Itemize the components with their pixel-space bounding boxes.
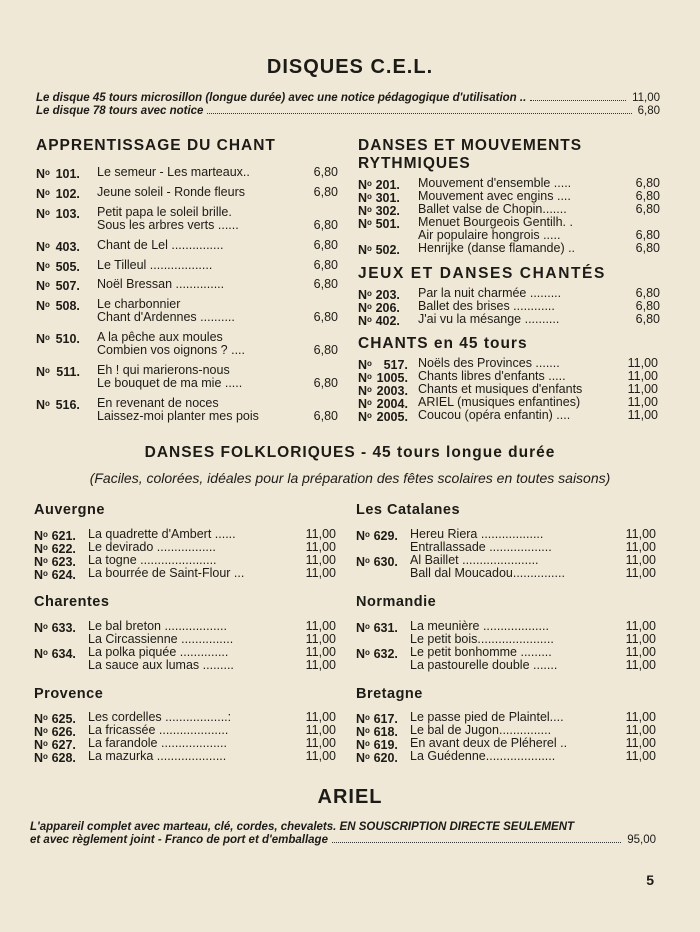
catalog-price: 6,80 [313,310,338,324]
catalog-price: 11,00 [625,527,656,541]
catalog-title: La quadrette d'Ambert ...... [88,527,236,541]
catalog-title: Le bal de Jugon............... [410,723,552,737]
catalog-entry [36,364,338,390]
catalog-price: 11,00 [625,658,656,672]
catalog-price: 11,00 [625,736,656,750]
disques-line-price: 11,00 [632,92,660,104]
catalog-title: Menuet Bourgeois Gentilh. . Air populaire hongrois ..... [418,215,573,242]
catalog-entry [36,166,338,179]
catalog-number: $N^o630$. [356,555,398,569]
catalog-number: $N^o402$. [358,314,400,328]
catalog-price: 11,00 [627,408,658,422]
disques-line-text: Le disque 45 tours microsillon (longue durée) avec une notice pédagogique d'utilisation .. [36,92,527,104]
catalog-entry [358,242,660,255]
catalog-price: 11,00 [625,710,656,724]
catalog-entry [36,331,338,357]
catalog-title: La togne ...................... [88,553,217,567]
catalog-price: 11,00 [305,723,336,737]
catalog-title: Coucou (opéra enfantin) .... [418,408,571,422]
catalog-price: 11,00 [305,658,336,672]
catalog-title: La farandole ................... [88,736,227,750]
catalog-entry [356,567,656,580]
region-title: Charentes [34,594,110,610]
catalog-title: En avant deux de Pléherel .. [410,736,568,750]
catalog-price: 6,80 [313,238,338,252]
catalog-number: $N^o633$. [34,621,76,635]
catalog-number: $N^o629$. [356,529,398,543]
catalog-price: 11,00 [305,632,336,646]
catalog-title: Le petit bois...................... [410,632,554,646]
catalog-price: 6,80 [635,228,660,242]
catalog-title: Chants libres d'enfants ..... [418,369,566,383]
catalog-title: La sauce aux lumas ......... [88,658,234,672]
catalog-entry [356,750,656,763]
catalog-number: $N^o103$. [36,207,80,221]
catalog-entry [34,567,336,580]
catalog-title: Ball dal Moucadou............... [410,566,565,580]
catalog-number: $N^o302$. [358,204,400,218]
catalog-number: $N^o623$. [34,555,76,569]
catalog-price: 11,00 [625,619,656,633]
catalog-price: 6,80 [313,258,338,272]
catalog-title: Entrallassade .................. [410,540,552,554]
catalog-title: La fricassée .................... [88,723,229,737]
catalog-title: Noël Bressan .............. [97,277,225,291]
catalog-entry [36,298,338,324]
catalog-number: $N^o632$. [356,647,398,661]
catalog-price: 11,00 [627,382,658,396]
catalog-price: 6,80 [313,185,338,199]
catalog-price: 11,00 [305,566,336,580]
catalog-title: Le charbonnier Chant d'Ardennes .......... [97,297,235,324]
catalog-entry [356,659,656,672]
catalog-number: $N^o517$. [358,358,408,372]
catalog-number: $N^o301$. [358,191,400,205]
catalog-number: $N^o201$. [358,178,400,192]
catalog-price: 6,80 [635,299,660,313]
catalog-title: ARIEL (musiques enfantines) [418,395,581,409]
catalog-price: 11,00 [305,540,336,554]
ariel-line1: L'appareil complet avec marteau, clé, cordes, chevalets. EN SOUSCRIPTION DIRECTE SEULEMENT [30,821,575,833]
catalog-title: Le Tilleul .................. [97,258,213,272]
catalog-title: Chants et musiques d'enfants [418,382,583,396]
catalog-number: $N^o502$. [358,243,400,257]
catalog-price: 11,00 [305,736,336,750]
catalog-title: Le petit bonhomme ......... [410,645,552,659]
disques-title: DISQUES C.E.L. [266,56,434,78]
catalog-number: $N^o2005$. [358,410,408,424]
catalog-price: 11,00 [625,632,656,646]
catalog-number: $N^o628$. [34,751,76,765]
catalog-number: $N^o101$. [36,167,80,181]
catalog-entry [36,259,338,272]
catalog-title: Ballet des brises ............ [418,299,555,313]
catalog-price: 11,00 [305,553,336,567]
catalog-number: $N^o625$. [34,712,76,726]
catalog-title: Petit papa le soleil brille. Sous les arbres verts ...... [97,205,239,232]
catalog-number: $N^o203$. [358,288,400,302]
catalog-title: Jeune soleil - Ronde fleurs [97,185,245,199]
catalog-title: En revenant de noces Laissez-moi planter mes pois [97,396,259,423]
catalog-price: 6,80 [313,218,338,232]
catalog-title: Le semeur - Les marteaux.. [97,165,250,179]
catalog-number: $N^o622$. [34,542,76,556]
catalog-entry [36,239,338,252]
catalog-title: Le devirado ................. [88,540,216,554]
catalog-number: $N^o634$. [34,647,76,661]
catalog-title: Chant de Lel ............... [97,238,224,252]
page-number: 5 [646,872,654,888]
catalog-number: $N^o620$. [356,751,398,765]
catalog-title: Mouvement d'ensemble ..... [418,176,572,190]
folklo-subtitle: (Faciles, colorées, idéales pour la préparation des fêtes scolaires en toutes saisons) [89,470,611,486]
region-title: Bretagne [356,686,423,702]
catalog-price: 11,00 [305,619,336,633]
catalog-entry [36,206,338,232]
catalog-title: Noëls des Provinces ....... [418,356,560,370]
catalog-number: $N^o626$. [34,725,76,739]
catalog-title: La mazurka .................... [88,749,227,763]
catalog-title: La Circassienne ............... [88,632,234,646]
catalog-number: $N^o510$. [36,332,80,346]
catalog-number: $N^o403$. [36,240,80,254]
catalog-title: J'ai vu la mésange .......... [418,312,560,326]
catalog-title: La bourrée de Saint-Flour ... [88,566,245,580]
catalog-number: $N^o617$. [356,712,398,726]
catalog-price: 6,80 [635,286,660,300]
catalog-number: $N^o2003$. [358,384,408,398]
catalog-price: 6,80 [635,202,660,216]
catalog-price: 6,80 [635,241,660,255]
region-title: Auvergne [34,502,105,518]
catalog-number: $N^o627$. [34,738,76,752]
catalog-price: 11,00 [305,710,336,724]
danses-rythmiques-title: DANSES ET MOUVEMENTS RYTHMIQUES [358,137,583,172]
disques-line-78 [36,105,660,119]
catalog-title: Hereu Riera .................. [410,527,544,541]
catalog-number: $N^o508$. [36,299,80,313]
catalog-entry [34,750,336,763]
catalog-price: 6,80 [313,409,338,423]
ariel-price: 95,00 [627,834,656,846]
catalog-price: 11,00 [625,645,656,659]
catalog-entry [36,186,338,199]
catalog-title: La Guédenne.................... [410,749,556,763]
catalog-number: $N^o631$. [356,621,398,635]
catalog-price: 6,80 [313,376,338,390]
disques-line-text: Le disque 78 tours avec notice [36,105,204,117]
catalog-title: Le bal breton .................. [88,619,227,633]
catalog-price: 11,00 [625,553,656,567]
catalog-price: 11,00 [627,356,658,370]
catalog-title: Mouvement avec engins .... [418,189,571,203]
catalog-title: Les cordelles ..................: [88,710,232,724]
region-title: Les Catalanes [356,502,461,518]
catalog-title: Henrijke (danse flamande) .. [418,241,576,255]
catalog-price: 11,00 [627,395,658,409]
catalog-number: $N^o102$. [36,187,80,201]
catalog-title: A la pêche aux moules Combien vos oignons ? .... [97,330,245,357]
catalog-entry [34,659,336,672]
catalog-title: La pastourelle double ....... [410,658,558,672]
catalog-title: Al Baillet ...................... [410,553,539,567]
catalog-entry [358,216,660,242]
catalog-entry [358,409,658,422]
catalog-price: 6,80 [313,277,338,291]
region-title: Provence [34,686,104,702]
catalog-price: 11,00 [305,527,336,541]
folklo-title: DANSES FOLKLORIQUES - 45 tours longue durée [144,444,556,461]
chants45-title: CHANTS en 45 tours [358,335,528,352]
catalog-entry [358,313,660,326]
catalog-price: 6,80 [635,189,660,203]
catalog-number: $N^o619$. [356,738,398,752]
catalog-number: $N^o1005$. [358,371,408,385]
catalog-price: 11,00 [625,749,656,763]
disques-line-price: 6,80 [637,105,660,117]
catalog-price: 11,00 [305,645,336,659]
ariel-title: ARIEL [317,786,383,808]
catalog-price: 11,00 [625,540,656,554]
region-title: Normandie [356,594,437,610]
catalog-number: $N^o618$. [356,725,398,739]
catalog-number: $N^o505$. [36,260,80,274]
catalog-title: Ballet valse de Chopin....... [418,202,567,216]
catalog-price: 11,00 [625,723,656,737]
catalog-price: 11,00 [305,749,336,763]
catalog-title: La meunière ................... [410,619,549,633]
catalog-number: $N^o621$. [34,529,76,543]
catalog-price: 6,80 [635,176,660,190]
ariel-line2: et avec règlement joint - Franco de port et d'emballage 95,00 [30,834,656,846]
catalog-entry [36,397,338,423]
catalog-title: La polka piquée .............. [88,645,229,659]
catalog-price: 11,00 [627,369,658,383]
catalog-price: 6,80 [313,343,338,357]
jeux-title: JEUX ET DANSES CHANTÉS [358,265,606,282]
catalog-number: $N^o2004$. [358,397,408,411]
catalog-number: $N^o516$. [36,398,80,412]
catalog-price: 6,80 [635,312,660,326]
catalog-price: 6,80 [313,165,338,179]
catalog-number: $N^o206$. [358,301,400,315]
catalog-title: Eh ! qui marierons-nous Le bouquet de ma mie ..... [97,363,243,390]
disques-line-45 [36,92,660,106]
catalog-title: Le passe pied de Plaintel.... [410,710,564,724]
catalog-entry [36,278,338,291]
apprentissage-title: APPRENTISSAGE DU CHANT [36,137,276,154]
catalog-price: 11,00 [625,566,656,580]
catalog-number: $N^o501$. [358,217,400,231]
catalog-title: Par la nuit charmée ......... [418,286,562,300]
catalog-number: $N^o511$. [36,365,80,379]
catalog-number: $N^o507$. [36,279,80,293]
catalog-number: $N^o624$. [34,568,76,582]
